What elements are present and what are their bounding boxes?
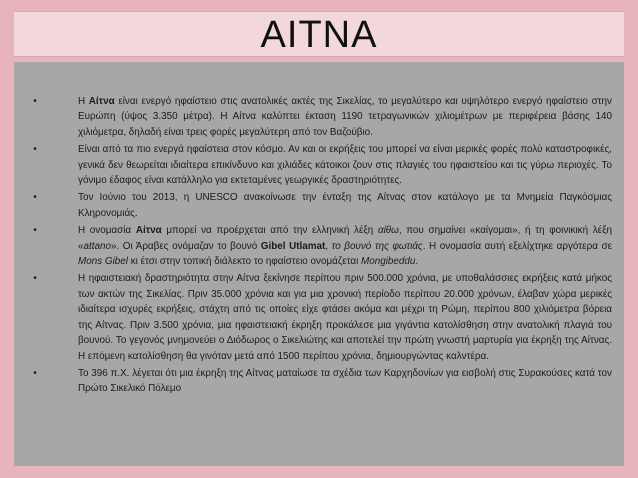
bullet-text: μπορεί να προέρχεται από την ελληνική λέξη <box>161 225 378 237</box>
bullet-text: Mongibeddu <box>361 256 416 268</box>
bullet-text: . Η ονομασία αυτή εξελίχτηκε αργότερα σε <box>422 240 612 252</box>
bullet-text: Gibel Utlamat <box>260 240 326 252</box>
bullet-text: Τον Ιούνιο του 2013, η UNESCO ανακοίνωσε την ένταξη της Αίτνας στον κατάλογο με τα Μνημεία Παγκόσμιας Κληρονομιάς. <box>78 192 612 219</box>
bullet-marker: • <box>33 367 37 379</box>
bullet-list <box>30 94 612 397</box>
bullet-item <box>30 94 612 140</box>
bullet-text: ». Οι Άραβες ονόμαζαν το βουνό <box>110 240 261 252</box>
bullet-marker: • <box>33 96 37 107</box>
bullet-item <box>30 223 612 269</box>
bullet-text: Mons Gibel <box>78 256 128 268</box>
bullet-text: Είναι από τα πιο ενεργά ηφαίστεια στον κόσμο. Αν και οι εκρήξεις του μπορεί να είναι μερικές φορές πολύ καταστροφικές, γενικά δεν θεωρείται ιδιαίτερα επικίνδυνο και χιλιάδες κάτοικοι ζουν στις πλαγιές του ηφαιστείου και τις γύρω περιοχές. Το γόνιμο έδαφος είναι κατάλληλο για εκτεταμένες γεωργικές δραστηριότητες. <box>78 144 612 187</box>
bullet-text: Η ονομασία <box>78 225 136 237</box>
bullet-text: Το 396 π.Χ. λέγεται ότι μια έκρηξη της Αίτνας ματαίωσε τα σχέδια των Καρχηδονίων για εισβολή στις Συρακούσες κατά τον Πρώτο Σικελικό Πόλεμο <box>78 367 612 395</box>
bullet-text: , που σημαίνει «καίγομαι», ή τη φοινικική λέξη « <box>78 225 612 252</box>
bullet-item <box>30 142 612 188</box>
bullet-marker: • <box>33 225 37 237</box>
bullet-text: . <box>415 256 419 268</box>
bullet-item <box>30 271 612 363</box>
bullet-text: κι έτσι στην τοπική διάλεκτο το ηφαίστειο ονομάζεται <box>127 256 362 268</box>
bullet-text: Αίτνα <box>88 96 115 107</box>
bullet-item <box>30 190 612 221</box>
bullet-text: Η ηφαιστειακή δραστηριότητα στην Αίτνα ξεκίνησε περίπου πριν 500.000 χρόνια, με υποθαλάσσιες εκρήξεις κατά μήκος των ακτών της Σικελίας. Πριν 35.000 χρόνια και για μια χρονική περίοδο περίπου 20.000 χρόνων, έλαβαν χώρα μερικές ιδιαίτερα ισχυρές εκρήξεις, στάχτη από τις οποίες είχε φτάσει ακόμα και μέχρι τη Ρώμη, περίπου 800 χιλιόμετρα βόρεια της Αίτνας. Πριν 3.500 χρόνια, μια ηφαιστειακή έκρηξη προκάλεσε μια γιγάντια κατολίσθηση στην ανατολική πλαγιά του βουνού. Το γεγονός μνημονεύει ο Διόδωρος ο Σικελιώτης και αποτελεί την πρώτη γνωστή μαρτυρία για έκρηξη της Αίτνας. Η επόμενη κατολίσθηση θα γινόταν μετά από 1500 περίπου χρόνια, δημιουργώντας καλντέρα. <box>78 273 612 362</box>
title-bar <box>14 11 624 57</box>
bullet-text: είναι ενεργό ηφαίστειο στις ανατολικές ακτές της Σικελίας, το μεγαλύτερο και υψηλότερο ενεργό ηφαίστειο στην Ευρώπη (ύψος 3.350 μέτρα). Η Αίτνα καλύπτει έκταση 1190 τετραγωνικών χιλιομέτρων με περιφέρεια βάσης 140 χιλιόμετρα, δηλαδή είναι τρεις φορές μεγαλύτερη από τον Βαζούβιο. <box>78 96 612 138</box>
bullet-marker: • <box>33 273 37 285</box>
bullet-text: αίθω <box>377 225 399 237</box>
bullet-text: Η <box>78 96 89 107</box>
bullet-item <box>30 366 612 397</box>
content-panel <box>14 62 624 466</box>
bullet-marker: • <box>33 144 37 156</box>
bullet-marker: • <box>33 192 37 204</box>
bullet-text: Αίτνα <box>135 225 162 237</box>
bullet-text: , <box>325 240 332 252</box>
bullet-text: attano <box>83 240 111 252</box>
slide-title: ΑΙΤΝΑ <box>260 14 378 56</box>
bullet-text: το βουνό της φωτιάς <box>331 240 423 252</box>
